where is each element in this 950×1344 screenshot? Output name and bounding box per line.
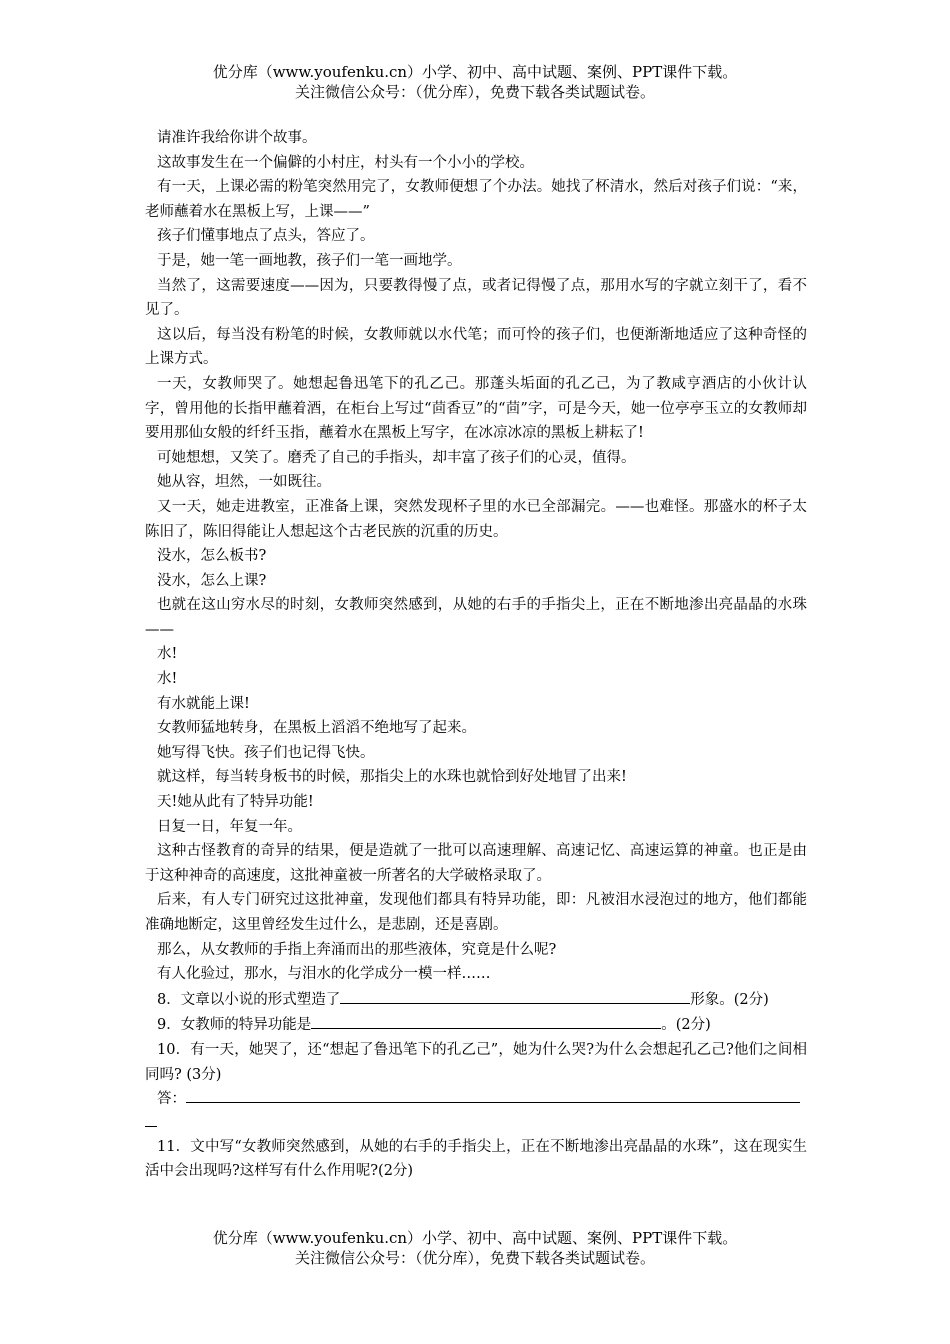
- header-line-1: 优分库（www.youfenku.cn）小学、初中、高中试题、案例、PPT课件下载。: [212, 63, 738, 81]
- story-paragraph: 没水，怎么板书?: [157, 548, 267, 565]
- story-paragraph: 有人化验过，那水，与泪水的化学成分一模一样……: [157, 966, 491, 983]
- story-paragraph: 女教师猛地转身，在黑板上滔滔不绝地写了起来。: [157, 720, 476, 737]
- story-paragraph: 水!: [157, 646, 178, 663]
- question-10: 10．有一天，她哭了，还“想起了鲁迅笔下的孔乙己”，她为什么哭?为什么会想起孔乙己?他们之间相同吗? (3分): [145, 1041, 807, 1083]
- story-paragraph: 请准许我给你讲个故事。: [157, 130, 317, 146]
- story-paragraph: 水!: [157, 671, 178, 688]
- story-paragraph: 这以后，每当没有粉笔的时候，女教师就以水代笔；而可怜的孩子们，也便渐渐地适应了这种奇怪的上课方式。: [145, 326, 807, 368]
- story-paragraph: 有一天，上课必需的粉笔突然用完了，女教师便想了个办法。她找了杯清水，然后对孩子们说：“来，老师蘸着水在黑板上写，上课——”: [145, 179, 807, 220]
- question-8: [145, 987, 807, 1013]
- story-paragraph: 她从容，坦然，一如既往。: [157, 474, 331, 491]
- story-paragraph: 她写得飞快。孩子们也记得飞快。: [157, 744, 375, 761]
- question-9-blank[interactable]: [311, 1012, 661, 1029]
- story-paragraph: 就这样，每当转身板书的时候，那指尖上的水珠也就恰到好处地冒了出来!: [157, 769, 627, 786]
- story-paragraph: 没水，怎么上课?: [157, 572, 267, 589]
- story-paragraph: 也就在这山穷水尽的时刻，女教师突然感到，从她的右手的手指尖上，正在不断地渗出亮晶晶的水珠——: [145, 597, 807, 638]
- story-paragraph: 这种古怪教育的奇异的结果，便是造就了一批可以高速理解、高速记忆、高速运算的神童。也正是由于这种神奇的高速度，这批神童被一所著名的大学破格录取了。: [145, 843, 807, 884]
- question-8-suffix: 形象。(2分): [690, 991, 769, 1008]
- story-paragraph: 又一天，她走进教室，正准备上课，突然发现杯子里的水已全部漏完。——也难怪。那盛水的杯子太陈旧了，陈旧得能让人想起这个古老民族的沉重的历史。: [145, 498, 807, 540]
- page-header: [0, 62, 950, 102]
- question-11: 11．文中写“女教师突然感到，从她的右手的手指尖上，正在不断地渗出亮晶晶的水珠”，这在现实生活中会出现吗?这样写有什么作用呢?(2分): [145, 1138, 807, 1180]
- answer-line[interactable]: [186, 1088, 800, 1103]
- story-paragraph: 日复一日，年复一年。: [157, 818, 302, 835]
- story-paragraph: 孩子们懂事地点了点头，答应了。: [157, 228, 375, 245]
- question-8-text: 8．文章以小说的形式塑造了: [157, 991, 341, 1008]
- story-paragraph: 一天，女教师哭了。她想起鲁迅笔下的孔乙己。那蓬头垢面的孔乙己，为了教咸亨酒店的小伙计认字，曾用他的长指甲蘸着酒，在柜台上写过“茴香豆”的“茴”字，可是今天，她一位亭亭玉立的女教师却要用那仙女般的纤纤玉指，蘸着水在黑板上写字，在冰凉冰凉的黑板上耕耘了!: [145, 375, 807, 442]
- story-paragraph: 后来，有人专门研究过这批神童，发现他们都具有特异功能，即：凡被泪水浸泡过的地方，他们都能准确地断定，这里曾经发生过什么，是悲剧，还是喜剧。: [145, 892, 807, 933]
- question-9: [145, 1012, 807, 1038]
- story-paragraph: 有水就能上课!: [157, 695, 250, 712]
- question-8-blank[interactable]: [340, 987, 690, 1004]
- story-paragraph: 当然了，这需要速度——因为，只要教得慢了点，或者记得慢了点，那用水写的字就立刻干了，看不见了。: [145, 277, 807, 319]
- story-paragraph: 可她想想，又笑了。磨秃了自己的手指头，却丰富了孩子们的心灵，值得。: [157, 449, 636, 466]
- answer-label: 答：: [157, 1091, 186, 1108]
- footer-line-2: 关注微信公众号：（优分库），免费下载各类试题试卷。: [294, 1249, 655, 1267]
- page-footer: [0, 1228, 950, 1268]
- story-content: [145, 126, 807, 1184]
- header-line-2: 关注微信公众号：（优分库），免费下载各类试题试卷。: [294, 83, 655, 101]
- answer-line-continuation[interactable]: [145, 1112, 157, 1127]
- story-paragraph: 那么，从女教师的手指上奔涌而出的那些液体，究竟是什么呢?: [157, 941, 557, 958]
- story-paragraph: 这故事发生在一个偏僻的小村庄，村头有一个小小的学校。: [157, 154, 534, 171]
- story-paragraph: 天!她从此有了特异功能!: [157, 794, 314, 811]
- story-paragraph: 于是，她一笔一画地教，孩子们一笔一画地学。: [157, 252, 462, 269]
- answer-line-row: [145, 1087, 807, 1112]
- question-9-suffix: 。(2分): [661, 1017, 711, 1034]
- footer-line-1: 优分库（www.youfenku.cn）小学、初中、高中试题、案例、PPT课件下载。: [212, 1229, 738, 1247]
- question-9-text: 9．女教师的特异功能是: [157, 1017, 312, 1034]
